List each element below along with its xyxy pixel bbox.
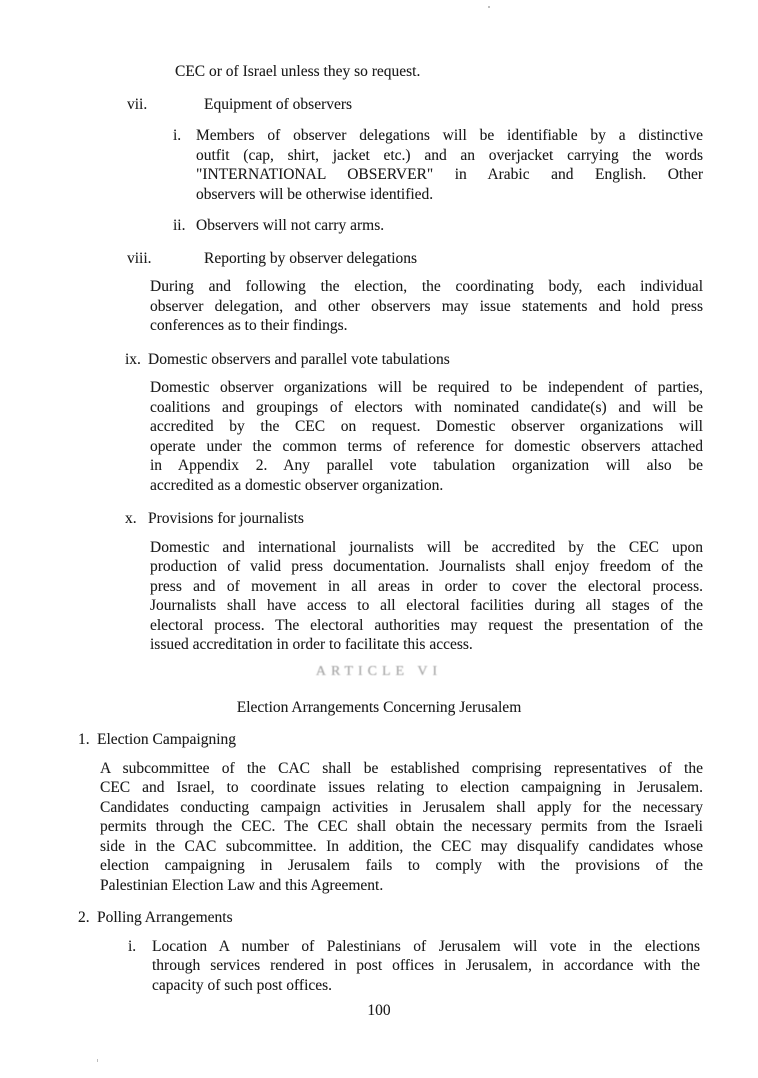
list-marker: i. — [173, 127, 182, 144]
body — [150, 378, 703, 495]
text-line: conferences as to their findings. — [150, 317, 348, 334]
list-marker: i. — [128, 937, 137, 955]
list-marker: vii. — [127, 95, 148, 113]
text-line: side in the CAC subcommittee. In addition, the CEC may disqualify candidates whose — [100, 837, 703, 855]
heading-roman — [127, 249, 758, 269]
faded-heading — [0, 661, 758, 681]
sub-item — [173, 216, 703, 236]
body — [150, 277, 703, 336]
sub-item — [173, 126, 703, 204]
text-line: outfit (cap, shirt, jacket etc.) and an overjacket carrying the words — [196, 146, 703, 164]
text-line: observers will be otherwise identified. — [196, 185, 434, 203]
text-line: During and following the election, the coordinating body, each individual — [150, 278, 703, 295]
heading-roman — [127, 95, 758, 115]
body — [150, 538, 703, 655]
center-heading — [0, 698, 758, 718]
text-line: production of valid press documentation. Journalists shall enjoy freedom of the — [150, 558, 703, 575]
continuation — [175, 62, 758, 82]
page-number: 100 — [367, 1002, 391, 1019]
text-line: permits through the CEC. The CEC shall obtain the necessary permits from the Israeli — [100, 818, 703, 835]
text-line: "INTERNATIONAL OBSERVER" in Arabic and English. Other — [196, 166, 703, 183]
list-marker: x. — [125, 510, 137, 527]
text-line: accredited by the CEC on request. Domestic observer organizations will — [150, 418, 703, 435]
num-item-text: Election Campaigning — [97, 731, 237, 748]
text-line: operate under the common terms of reference for domestic observers attached — [150, 437, 703, 455]
scan-artifact — [97, 1059, 98, 1062]
text-line: Members of observer delegations will be identifiable by a distinctive — [196, 127, 703, 144]
text-line: Location A number of Palestinians of Jerusalem will vote in the elections — [152, 937, 700, 955]
heading-roman-inline-text: Domestic observers and parallel vote tabulations — [148, 350, 450, 368]
continuation-text: CEC or of Israel unless they so request. — [175, 63, 421, 80]
text-line: capacity of such post offices. — [152, 976, 333, 994]
num-item — [78, 730, 758, 750]
text-line: A subcommittee of the CAC shall be established comprising representatives of the — [100, 759, 703, 777]
center-heading-text: Election Arrangements Concerning Jerusalem — [236, 698, 522, 716]
text-line: electoral process. The electoral authorities may request the presentation of the — [150, 616, 703, 634]
text-line: CEC and Israel, to coordinate issues relating to election campaigning in Jerusalem. — [100, 779, 703, 796]
num-item — [78, 908, 758, 928]
text-line: Journalists shall have access to all electoral facilities during all stages of the — [150, 597, 703, 614]
text-line: Domestic and international journalists will be accredited by the CEC upon — [150, 538, 703, 556]
text-line: in Appendix 2. Any parallel vote tabulation organization will also be — [150, 457, 703, 474]
sub-item-2 — [128, 937, 700, 996]
list-marker: ii. — [173, 217, 186, 234]
heading-roman-inline-text: Provisions for journalists — [148, 510, 304, 527]
text-line: press and of movement in all areas in order to cover the electoral process. — [150, 577, 703, 595]
list-marker: viii. — [127, 249, 152, 267]
text-line: accredited as a domestic observer organization. — [150, 476, 444, 494]
text-line: observer delegation, and other observers may issue statements and hold press — [150, 297, 703, 315]
heading-roman-text: Reporting by observer delegations — [204, 249, 418, 267]
text-line: Candidates conducting campaign activities in Jerusalem shall apply for the necessary — [100, 798, 703, 816]
text-line: Domestic observer organizations will be required to be independent of parties, — [150, 379, 703, 396]
text-line: through services rendered in post offices in Jerusalem, in accordance with the — [152, 957, 700, 974]
list-marker: ix. — [125, 350, 141, 368]
faded-heading-text: ARTICLE VI — [315, 663, 443, 679]
text-line: election campaigning in Jerusalem fails to comply with the provisions of the — [100, 857, 703, 874]
text-line: issued accreditation in order to facilitate this access. — [150, 636, 473, 653]
scan-artifact — [488, 6, 490, 8]
page-footer — [0, 1001, 758, 1021]
heading-roman-text: Equipment of observers — [204, 95, 353, 113]
list-marker: 2. — [78, 909, 90, 926]
text-line: Palestinian Election Law and this Agreement. — [100, 876, 384, 894]
num-item-text: Polling Arrangements — [97, 909, 233, 926]
heading-roman-inline — [125, 350, 758, 370]
text-line: Observers will not carry arms. — [196, 217, 385, 234]
list-marker: 1. — [78, 731, 90, 748]
heading-roman-inline — [125, 509, 758, 529]
body-num — [100, 759, 703, 896]
text-line: coalitions and groupings of electors with nominated candidate(s) and will be — [150, 398, 703, 416]
